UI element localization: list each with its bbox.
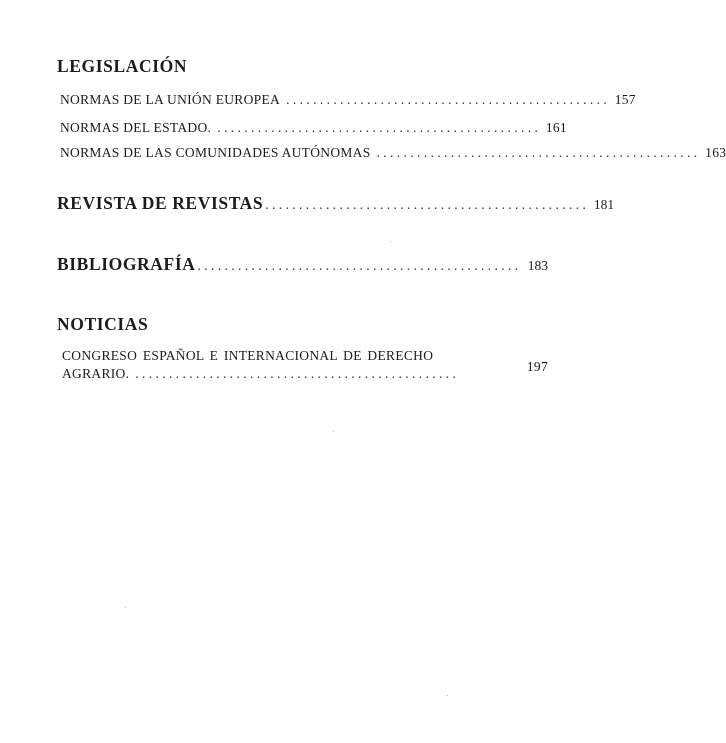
toc-entry-label: NORMAS DE LAS COMUNIDADES AUTÓNOMAS xyxy=(60,145,371,160)
toc-entry-label-line2: AGRARIO. xyxy=(62,366,130,381)
toc-entry-label-line2-row xyxy=(62,366,548,382)
dot-leader: . . . . . . . . . . . . . . . . . . . . . . . . . . . . . . . . . . . . . . . . . . . . . . . . xyxy=(286,92,607,107)
dot-leader: . . . . . . . . . . . . . . . . . . . . . . . . . . . . . . . . . . . . . . . . . . . . . . . . xyxy=(135,366,456,381)
scan-speck xyxy=(447,695,448,696)
dot-leader: . . . . . . . . . . . . . . . . . . . . . . . . . . . . . . . . . . . . . . . . . . . . . . . . xyxy=(197,258,519,273)
section-heading-legislacion: LEGISLACIÓN xyxy=(57,56,188,76)
section-heading-bibliografia: BIBLIOGRAFÍA xyxy=(57,254,196,274)
scan-speck xyxy=(125,607,126,608)
toc-page-number: 157 xyxy=(614,92,636,107)
section-heading-revista: REVISTA DE REVISTAS xyxy=(57,193,264,213)
toc-page-number: 197 xyxy=(526,359,548,374)
scan-speck xyxy=(333,431,334,432)
toc-entry-bibliografia xyxy=(57,254,548,275)
toc-entry-revista xyxy=(57,193,615,214)
toc-page-number: 181 xyxy=(593,197,615,212)
toc-page-number: 183 xyxy=(527,258,548,273)
section-heading-noticias: NOTICIAS xyxy=(57,314,149,334)
toc-entry-normas-estado xyxy=(60,120,567,140)
toc-entry-label: NORMAS DE LA UNIÓN EUROPEA xyxy=(60,92,281,107)
dot-leader: . . . . . . . . . . . . . . . . . . . . . . . . . . . . . . . . . . . . . . . . . . . . . . . . xyxy=(217,120,538,135)
dot-leader: . . . . . . . . . . . . . . . . . . . . . . . . . . . . . . . . . . . . . . . . . . . . . . . . xyxy=(265,197,586,212)
toc-entry-normas-ue xyxy=(60,92,636,112)
toc-entry-normas-ccaa xyxy=(60,145,726,165)
toc-entry-label-line1: CONGRESO ESPAÑOL E INTERNACIONAL DE DERECHO xyxy=(62,348,434,363)
scan-speck xyxy=(390,241,391,242)
toc-entry-label: NORMAS DEL ESTADO. xyxy=(60,120,212,135)
toc-page-number: 161 xyxy=(545,120,567,135)
toc-entry-congreso xyxy=(62,348,548,382)
toc-page-number: 163 xyxy=(705,145,726,160)
dot-leader: . . . . . . . . . . . . . . . . . . . . . . . . . . . . . . . . . . . . . . . . . . . . . . . . xyxy=(376,145,698,160)
